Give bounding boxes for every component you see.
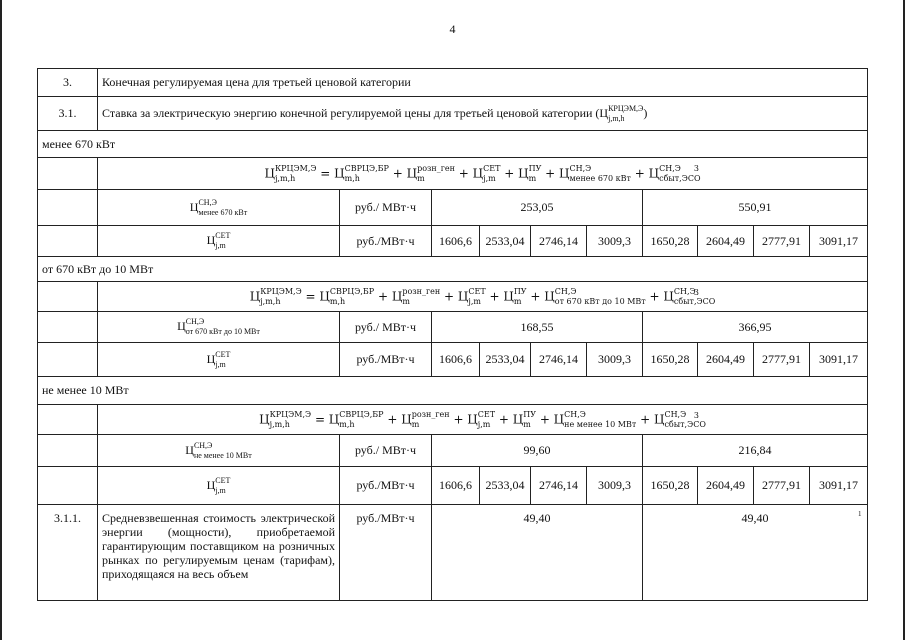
section-3-number: 3. bbox=[38, 69, 98, 97]
value-cell: 2777,91 bbox=[754, 467, 810, 505]
value-cell: 1650,28 bbox=[643, 226, 698, 257]
page-border-left bbox=[0, 0, 2, 640]
formula-row bbox=[38, 405, 868, 435]
value-cell: 49,40 bbox=[643, 505, 868, 601]
unit-cell: руб./МВт·ч bbox=[340, 343, 432, 377]
margin-mark: 1 bbox=[858, 510, 862, 518]
label-sn-e: Ц СН,Э не менее 10 МВт bbox=[98, 435, 340, 467]
unit-cell: руб./ МВт·ч bbox=[340, 435, 432, 467]
group-title-row bbox=[38, 377, 868, 405]
value-cell: 550,91 bbox=[643, 190, 868, 226]
value-cell: 2604,49 bbox=[698, 226, 754, 257]
value-cell: 1650,28 bbox=[643, 343, 698, 377]
unit-cell: руб./ МВт·ч bbox=[340, 190, 432, 226]
label-set: Ц СЕТ j,m bbox=[98, 343, 340, 377]
section-311-number: 3.1.1. bbox=[38, 505, 98, 601]
formula-footnote-mark: 3 bbox=[693, 411, 700, 420]
row-set bbox=[38, 343, 868, 377]
label-sn-e: Ц СН,Э менее 670 кВт bbox=[98, 190, 340, 226]
value-cell: 2777,91 bbox=[754, 343, 810, 377]
group-title-less-670: менее 670 кВт bbox=[38, 131, 868, 158]
row-sn-e bbox=[38, 435, 868, 467]
row-sn-e bbox=[38, 312, 868, 343]
value-cell: 3009,3 bbox=[587, 226, 643, 257]
value-cell: 99,60 bbox=[432, 435, 643, 467]
tariff-table bbox=[37, 68, 868, 601]
formula-row bbox=[38, 158, 868, 190]
value-cell: 3009,3 bbox=[587, 467, 643, 505]
unit-cell: руб./МВт·ч bbox=[340, 226, 432, 257]
value-cell: 3091,17 bbox=[810, 467, 868, 505]
label-set: Ц СЕТ j,m bbox=[98, 467, 340, 505]
group-title-row bbox=[38, 257, 868, 282]
unit-cell: руб./МВт·ч bbox=[340, 505, 432, 601]
group-title-row bbox=[38, 131, 868, 158]
value-cell: 216,84 bbox=[643, 435, 868, 467]
value-cell: 2746,14 bbox=[531, 467, 587, 505]
value-cell: 1650,28 bbox=[643, 467, 698, 505]
formula-670-10: Ц КРЦЭМ,Э j,m,h = Ц СВРЦЭ,БР m,h + Ц розн_ген m + Ц СЕТ j,m + Ц ПУ m + Ц СН,Э от 670 кВт до 10 МВт + Ц СН,Э сбыт,ЭСО 3 bbox=[98, 282, 868, 312]
value-cell: 3091,17 bbox=[810, 226, 868, 257]
value-cell: 2533,04 bbox=[480, 467, 531, 505]
section-311-text: Средневзвешенная стоимость электрической энергии (мощности), приобретаемой гарантирующим поставщиком на розничных рынках по регулируемым ценам (тарифам), приходящаяся на весь объем bbox=[98, 505, 340, 601]
section-311-row bbox=[38, 505, 868, 601]
value-cell: 1606,6 bbox=[432, 467, 480, 505]
section-31-title bbox=[98, 97, 868, 131]
value-cell: 2746,14 bbox=[531, 343, 587, 377]
value-cell: 3009,3 bbox=[587, 343, 643, 377]
formula-10-plus: Ц КРЦЭМ,Э j,m,h = Ц СВРЦЭ,БР m,h + Ц розн_ген m + Ц СЕТ j,m + Ц ПУ m + Ц СН,Э не менее 10 МВт + Ц СН,Э сбыт,ЭСО 3 bbox=[98, 405, 868, 435]
value-cell: 253,05 bbox=[432, 190, 643, 226]
group-title-670-10: от 670 кВт до 10 МВт bbox=[38, 257, 868, 282]
value-cell: 3091,17 bbox=[810, 343, 868, 377]
row-set bbox=[38, 467, 868, 505]
formula-row bbox=[38, 282, 868, 312]
formula-footnote-mark: 3 bbox=[693, 288, 700, 297]
unit-cell: руб./ МВт·ч bbox=[340, 312, 432, 343]
value-cell: 168,55 bbox=[432, 312, 643, 343]
section-3-row bbox=[38, 69, 868, 97]
value-cell: 2604,49 bbox=[698, 343, 754, 377]
section-31-row bbox=[38, 97, 868, 131]
formula-less-670: Ц КРЦЭМ,Э j,m,h = Ц СВРЦЭ,БР m,h + Ц розн_ген m + Ц СЕТ j,m + Ц ПУ m + Ц СН,Э менее 670 кВт + Ц СН,Э сбыт,ЭСО 3 bbox=[98, 158, 868, 190]
section-31-number: 3.1. bbox=[38, 97, 98, 131]
value-cell: 2533,04 bbox=[480, 343, 531, 377]
section-31-close: ) bbox=[643, 105, 648, 120]
row-sn-e bbox=[38, 190, 868, 226]
value-cell: 1606,6 bbox=[432, 226, 480, 257]
value-cell: 2604,49 bbox=[698, 467, 754, 505]
value-cell: 2746,14 bbox=[531, 226, 587, 257]
group-title-10-plus: не менее 10 МВт bbox=[38, 377, 868, 405]
row-set bbox=[38, 226, 868, 257]
section-3-title: Конечная регулируемая цена для третьей ценовой категории bbox=[98, 69, 868, 97]
unit-cell: руб./МВт·ч bbox=[340, 467, 432, 505]
formula-footnote-mark: 3 bbox=[693, 164, 700, 173]
label-set: Ц СЕТ j,m bbox=[98, 226, 340, 257]
section-31-sup: КРЦЭМ,Э bbox=[608, 103, 644, 113]
value-cell: 366,95 bbox=[643, 312, 868, 343]
section-31-sub: j,m,h bbox=[608, 113, 625, 123]
value-cell: 49,40 bbox=[432, 505, 643, 601]
value-cell: 2533,04 bbox=[480, 226, 531, 257]
value-cell: 2777,91 bbox=[754, 226, 810, 257]
label-sn-e: Ц СН,Э от 670 кВт до 10 МВт bbox=[98, 312, 340, 343]
section-31-text: Ставка за электрическую энергию конечной регулируемой цены для третьей ценовой категории (Ц bbox=[102, 105, 609, 120]
page-number: 4 bbox=[449, 22, 456, 36]
value-cell: 1606,6 bbox=[432, 343, 480, 377]
